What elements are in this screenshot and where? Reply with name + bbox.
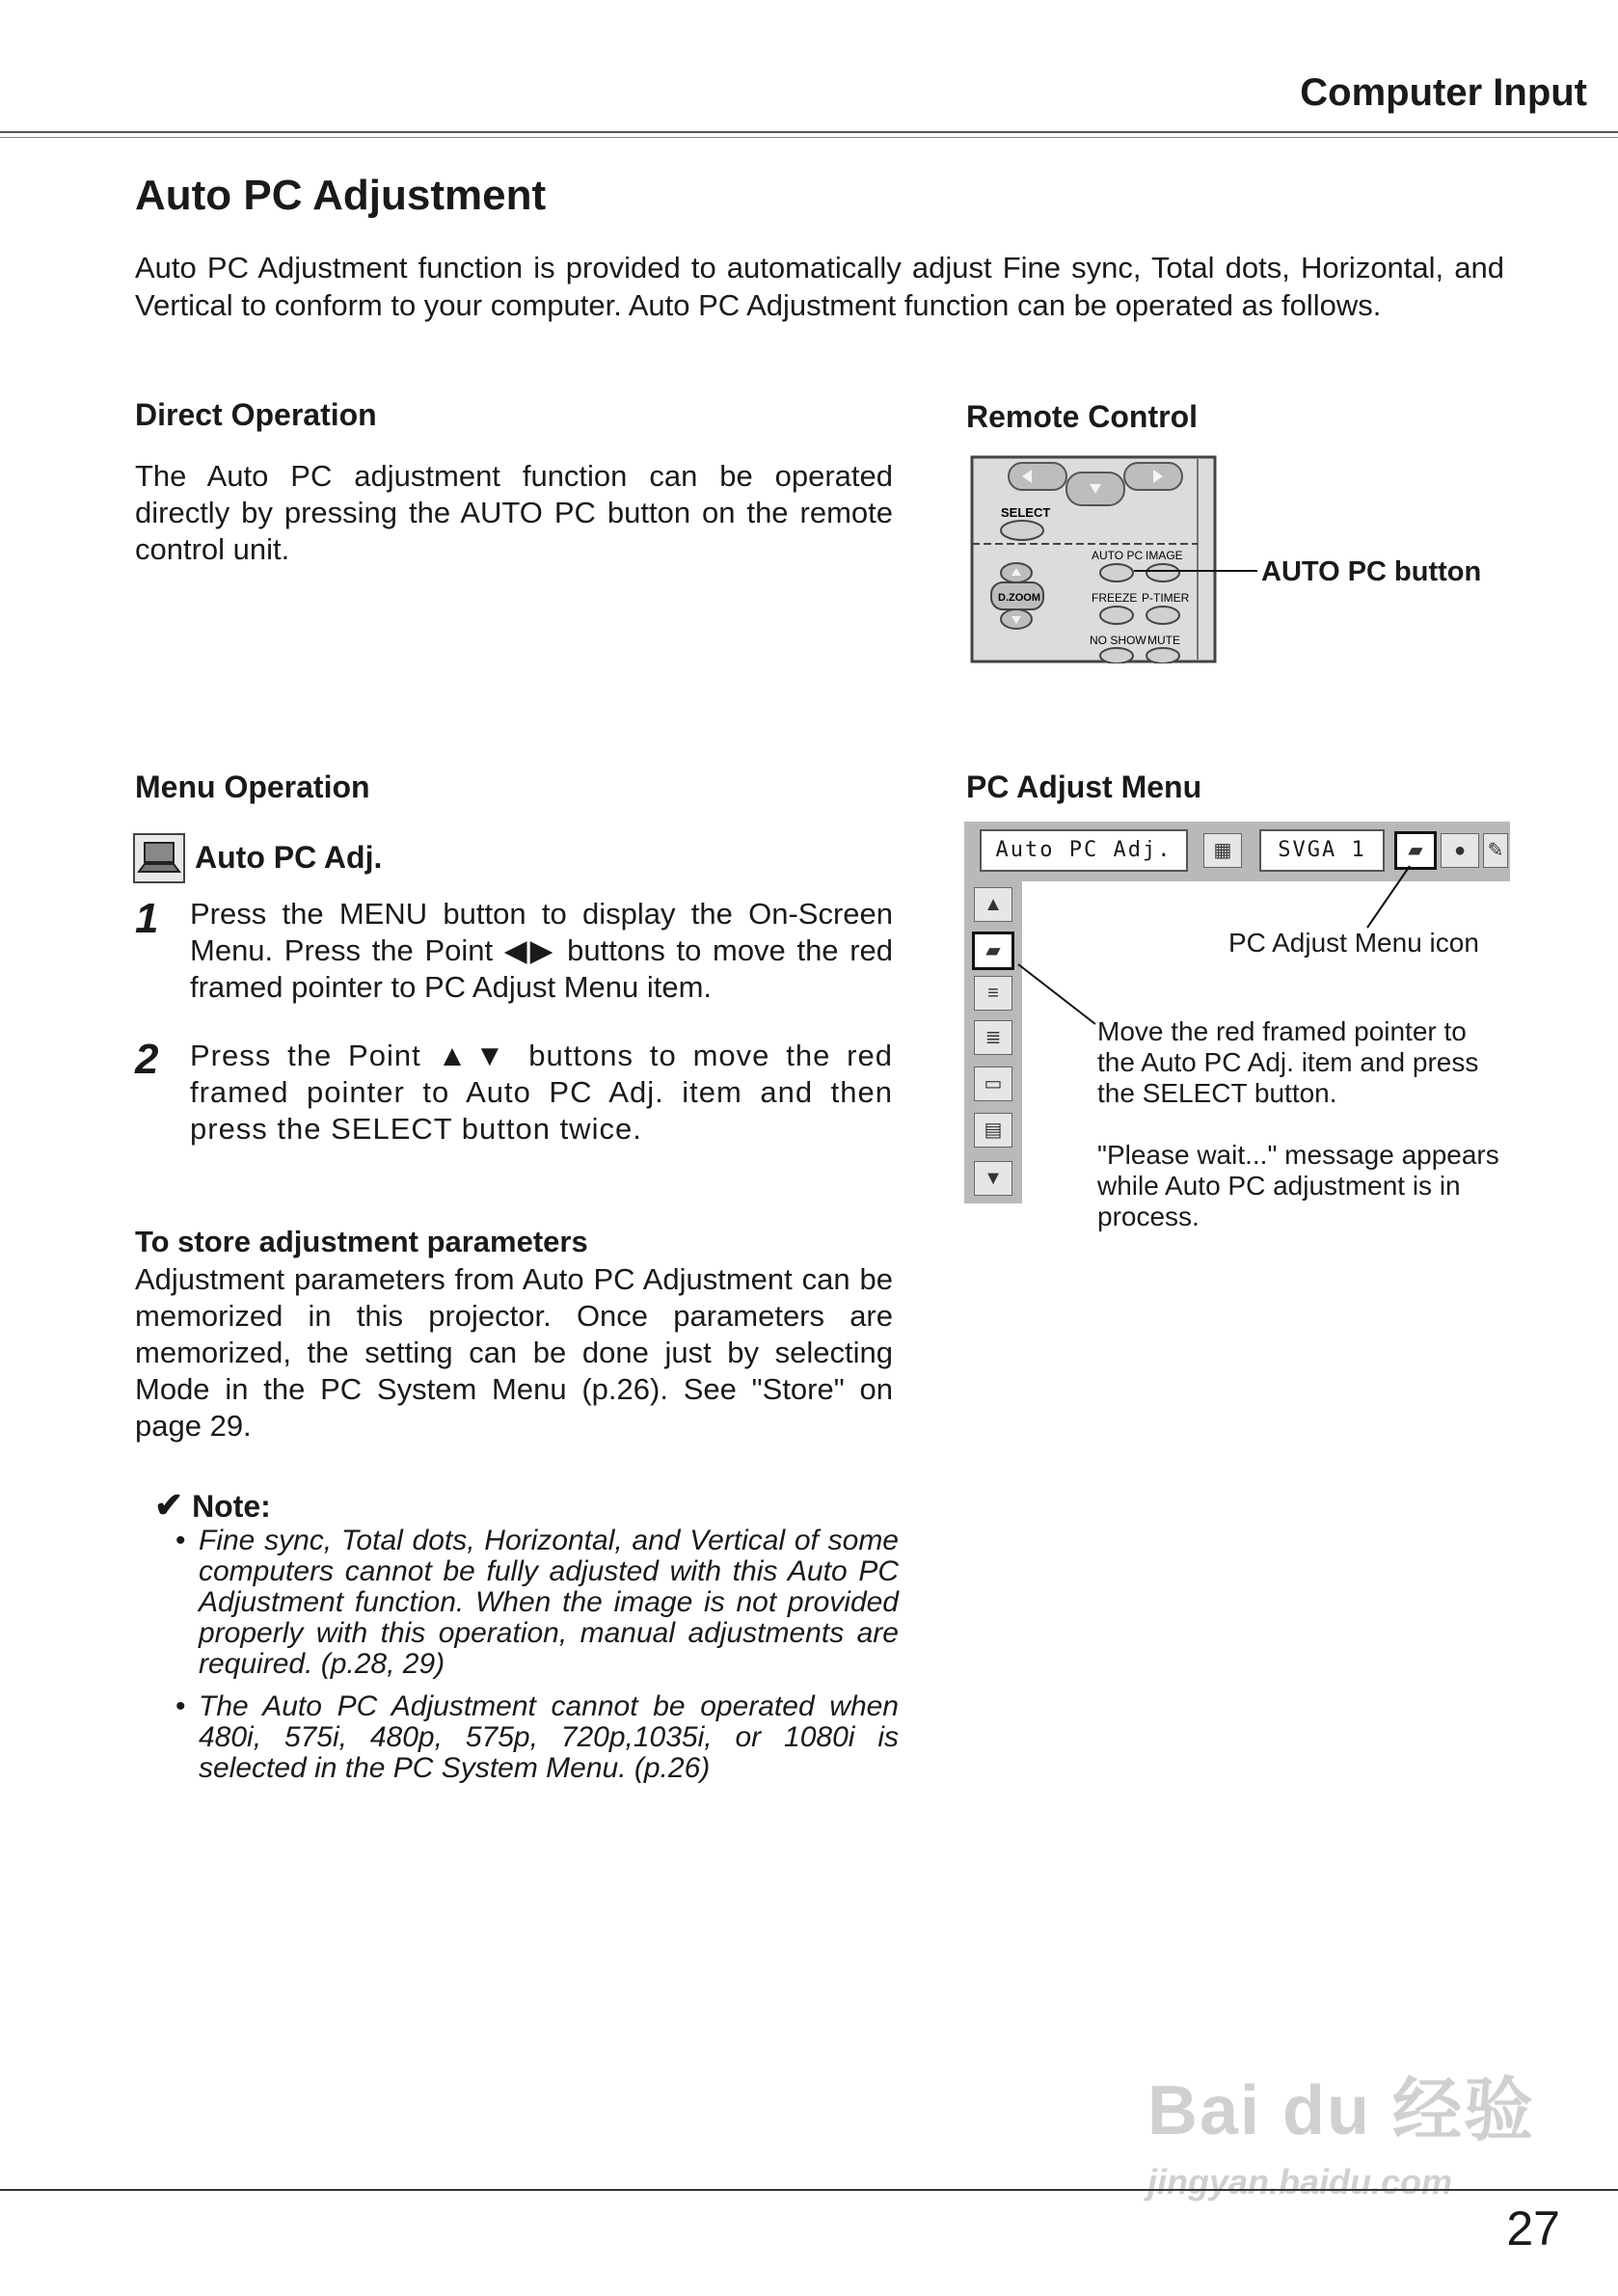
pc-adjust-menu-heading: PC Adjust Menu	[966, 770, 1202, 804]
please-wait-callout: "Please wait..." message appears while Auto PC adjustment is in process.	[1097, 1140, 1499, 1231]
page-number: 27	[1506, 2201, 1560, 2255]
auto-pc-label: AUTO PC	[1092, 549, 1144, 562]
down-arrow-icon: ▼	[974, 1161, 1012, 1196]
direct-operation-heading: Direct Operation	[135, 397, 377, 432]
osd-mode-value: SVGA 1	[1259, 829, 1385, 872]
up-arrow-icon: ▲	[974, 887, 1012, 922]
dzoom-label: D.ZOOM	[998, 592, 1040, 604]
noshow-button-icon	[1100, 648, 1133, 663]
ptimer-button-icon	[1146, 607, 1179, 624]
step-number: 2	[135, 1036, 159, 1083]
freeze-button-icon	[1100, 607, 1133, 624]
color-menu-icon: ●	[1441, 833, 1479, 868]
header-rule	[0, 131, 1618, 133]
check-icon: ✔	[154, 1485, 184, 1525]
fine-sync-icon: ≡	[974, 976, 1012, 1011]
step-number: 1	[135, 895, 159, 942]
image-label: IMAGE	[1146, 549, 1183, 562]
store-heading: To store adjustment parameters	[135, 1225, 588, 1258]
note-heading: ✔ Note:	[154, 1485, 271, 1525]
auto-pc-button-callout: AUTO PC button	[1261, 556, 1482, 587]
osd-auto-pc-adj-item: Auto PC Adj.	[980, 829, 1188, 872]
remote-control-heading: Remote Control	[966, 399, 1198, 434]
image-menu-icon: ✎	[1483, 833, 1508, 868]
baidu-watermark: Bai du 经验 jingyan.baidu.com	[1147, 2072, 1536, 2201]
step-text: Press the MENU button to display the On-Screen Menu. Press the Point ◀▶ buttons to move the red framed pointer to PC Adjust Menu item.	[190, 897, 893, 1004]
page-title: Auto PC Adjustment	[135, 172, 547, 219]
pc-adjust-menu-icon: ▰	[1394, 831, 1437, 870]
pc-adjust-icon-callout: PC Adjust Menu icon	[1228, 928, 1479, 958]
note-item: • Fine sync, Total dots, Horizontal, and Vertical of some computers cannot be fully adjusted with this Auto PC Adjustment function. When the image is not provided properly with this operation, manual adjustments are required. (p.28, 29)	[174, 1526, 899, 1680]
noshow-label: NO SHOW	[1090, 634, 1146, 647]
note-list	[174, 1526, 899, 1796]
mute-button-icon	[1146, 648, 1179, 663]
select-button-icon	[1001, 521, 1043, 540]
total-dots-icon: ≣	[974, 1020, 1012, 1055]
note-item: • The Auto PC Adjustment cannot be operated when 480i, 575i, 480p, 575p, 720p,1035i, or 1080i is selected in the PC System Menu. (p.26)	[174, 1691, 899, 1784]
pc-system-icon: ▦	[1203, 833, 1242, 868]
auto-pc-adj-label: Auto PC Adj.	[195, 840, 383, 875]
freeze-label: FREEZE	[1092, 591, 1138, 605]
pointer-callout: Move the red framed pointer to the Auto PC Adj. item and press the SELECT button.	[1097, 1016, 1479, 1108]
intro-text: Auto PC Adjustment function is provided to automatically adjust Fine sync, Total dots, Horizontal, and Vertical to conform to your computer. Auto PC Adjustment function can be operated as follows.	[135, 251, 1504, 322]
image-button-icon	[1146, 564, 1179, 581]
select-label: SELECT	[1001, 505, 1051, 520]
store-text: Adjustment parameters from Auto PC Adjustment can be memorized in this projector. Once parameters are memorized, the setting can be done just by selecting Mode in the PC System Menu (p.26). See "Store" on page 29.	[135, 1262, 893, 1443]
display-area-icon: ▤	[974, 1113, 1012, 1148]
position-icon: ▭	[974, 1067, 1012, 1101]
header-rule-thin	[0, 137, 1618, 138]
direct-operation-text: The Auto PC adjustment function can be operated directly by pressing the AUTO PC button on the remote control unit.	[135, 459, 893, 566]
pc-adjust-menu-icon	[133, 833, 185, 883]
auto-pc-button-icon	[1100, 564, 1133, 581]
section-title: Computer Input	[1300, 71, 1587, 114]
footer-rule	[0, 2189, 1618, 2191]
step-text: Press the Point ▲▼ buttons to move the red framed pointer to Auto PC Adj. item and then press the SELECT button twice.	[190, 1039, 893, 1146]
menu-operation-heading: Menu Operation	[135, 770, 370, 804]
mute-label: MUTE	[1147, 634, 1180, 647]
ptimer-label: P-TIMER	[1142, 591, 1190, 605]
auto-pc-adj-icon: ▰	[972, 932, 1014, 970]
